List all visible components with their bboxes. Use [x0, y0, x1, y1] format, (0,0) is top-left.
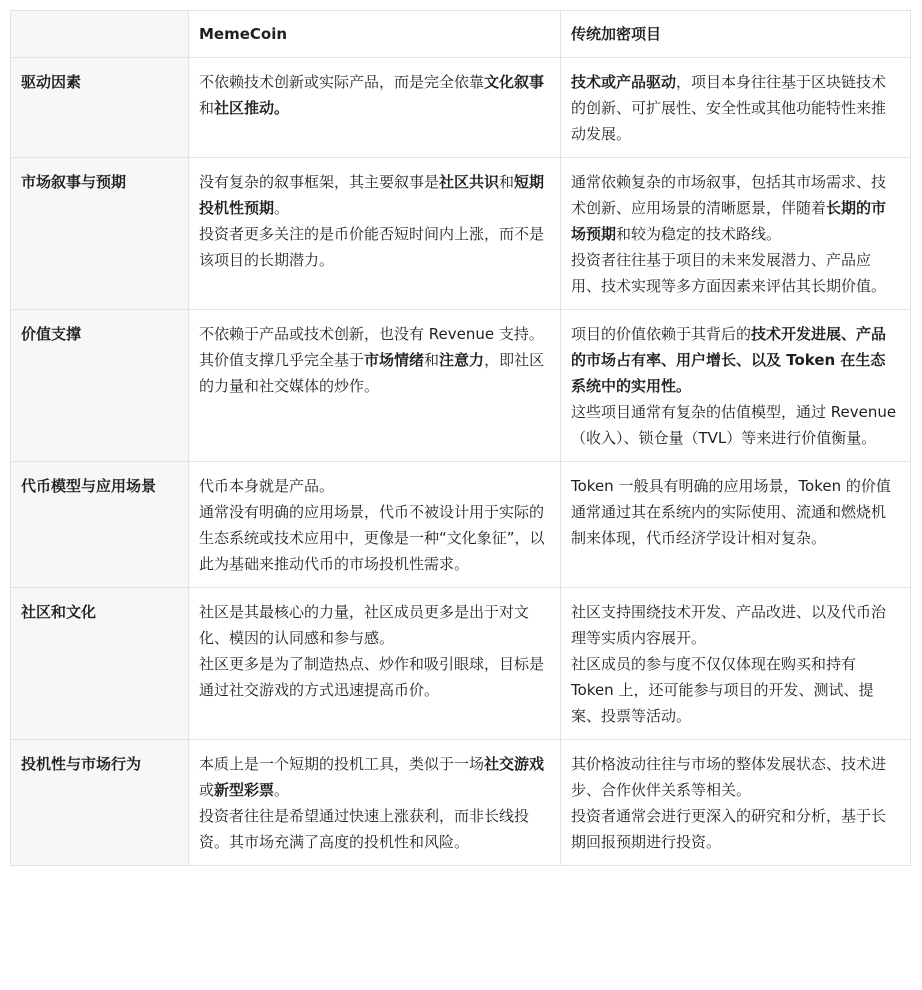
cell-paragraph: [199, 69, 550, 121]
text-span: 投资者通常会进行更深入的研究和分析，基于长期回报预期进行投资。: [571, 807, 887, 851]
bold-text: 市场情绪: [364, 351, 425, 369]
traditional-cell: [561, 58, 911, 157]
cell-paragraph: [571, 399, 900, 451]
bold-text: 新型彩票: [214, 781, 275, 799]
text-span: 项目的价值依赖于其背后的: [571, 325, 752, 343]
bold-text: 文化叙事: [484, 73, 545, 91]
cell-paragraph: [571, 803, 900, 855]
text-span: 社区更多是为了制造热点、炒作和吸引眼球，目标是通过社交游戏的方式迅速提高币价。: [199, 655, 545, 699]
cell-paragraph: [571, 473, 900, 551]
text-span: 投资者往往基于项目的未来发展潜力、产品应用、技术实现等多方面因素来评估其长期价值。: [571, 251, 887, 295]
text-span: 其价值支撑几乎完全基于: [199, 351, 365, 369]
header-row: [11, 11, 911, 58]
header-cell-empty: [11, 11, 189, 57]
text-span: 社区是其最核心的力量，社区成员更多是出于对文化、模因的认同感和参与感。: [199, 603, 530, 647]
cell-paragraph: [571, 247, 900, 299]
text-span: 和较为稳定的技术路线。: [616, 225, 782, 243]
memecoin-cell: [189, 310, 561, 461]
traditional-cell: [561, 740, 911, 865]
cell-paragraph: [199, 321, 550, 347]
header-cell-memecoin: MemeCoin: [189, 11, 561, 57]
cell-paragraph: [571, 651, 900, 729]
text-span: 不依赖技术创新或实际产品，而是完全依靠: [199, 73, 485, 91]
bold-text: 社区共识: [439, 173, 500, 191]
text-span: 代币本身就是产品。: [199, 477, 335, 495]
bold-text: 长期的市场预期: [571, 199, 887, 243]
row-label: 价值支撑: [11, 310, 189, 461]
memecoin-cell: [189, 158, 561, 309]
cell-paragraph: [199, 169, 550, 221]
table-row: [11, 740, 911, 866]
text-span: 通常依赖复杂的市场叙事，包括其市场需求、技术创新、应用场景的清晰愿景，伴随着: [571, 173, 887, 217]
table-row: [11, 58, 911, 158]
row-label: 驱动因素: [11, 58, 189, 157]
bold-text: 技术或产品驱动: [571, 73, 677, 91]
cell-paragraph: [571, 169, 900, 247]
bold-text: 技术开发进展、产品的市场占有率、用户增长、以及 Token 在生态系统中的实用性。: [571, 325, 887, 395]
text-span: 和: [199, 99, 215, 117]
cell-paragraph: [199, 651, 550, 703]
cell-paragraph: [199, 599, 550, 651]
row-label: 市场叙事与预期: [11, 158, 189, 309]
text-span: 和: [424, 351, 440, 369]
text-span: 投资者更多关注的是币价能否短时间内上涨，而不是该项目的长期潜力。: [199, 225, 545, 269]
row-label: 社区和文化: [11, 588, 189, 739]
cell-paragraph: [571, 321, 900, 399]
cell-paragraph: [199, 221, 550, 273]
text-span: 社区成员的参与度不仅仅体现在购买和持有 Token 上，还可能参与项目的开发、测试、提案、投票等活动。: [571, 655, 874, 725]
text-span: 这些项目通常有复杂的估值模型，通过 Revenue（收入）、锁仓量（TVL）等来进行价值衡量。: [571, 403, 897, 447]
cell-paragraph: [571, 751, 900, 803]
traditional-cell: [561, 588, 911, 739]
cell-paragraph: [199, 803, 550, 855]
text-span: ，项目本身往往基于区块链技术的创新、可扩展性、安全性或其他功能特性来推动发展。: [571, 73, 887, 143]
bold-text: 社区推动。: [214, 99, 290, 117]
row-label: 代币模型与应用场景: [11, 462, 189, 587]
bold-text: 社交游戏: [484, 755, 545, 773]
text-span: 。: [274, 199, 290, 217]
cell-paragraph: [571, 69, 900, 147]
traditional-cell: [561, 462, 911, 587]
table-row: [11, 462, 911, 588]
cell-paragraph: [571, 599, 900, 651]
text-span: 。: [274, 781, 290, 799]
memecoin-cell: [189, 58, 561, 157]
text-span: 不依赖于产品或技术创新，也没有 Revenue 支持。: [199, 325, 544, 343]
cell-paragraph: [199, 751, 550, 803]
table-row: [11, 310, 911, 462]
text-span: 或: [199, 781, 215, 799]
cell-paragraph: [199, 473, 550, 499]
table-row: [11, 158, 911, 310]
bold-text: 注意力: [439, 351, 485, 369]
memecoin-cell: [189, 588, 561, 739]
text-span: 没有复杂的叙事框架，其主要叙事是: [199, 173, 440, 191]
cell-paragraph: [199, 499, 550, 577]
table-row: [11, 588, 911, 740]
text-span: 投资者往往是希望通过快速上涨获利，而非长线投资。其市场充满了高度的投机性和风险。: [199, 807, 530, 851]
traditional-cell: [561, 158, 911, 309]
cell-paragraph: [199, 347, 550, 399]
text-span: Token 一般具有明确的应用场景，Token 的价值通常通过其在系统内的实际使用、流通和燃烧机制来体现，代币经济学设计相对复杂。: [571, 477, 891, 547]
comparison-table: [10, 10, 911, 866]
bold-text: 短期投机性预期: [199, 173, 545, 217]
header-cell-traditional: 传统加密项目: [561, 11, 911, 57]
memecoin-cell: [189, 462, 561, 587]
row-label: 投机性与市场行为: [11, 740, 189, 865]
text-span: ，即社区的力量和社交媒体的炒作。: [199, 351, 545, 395]
text-span: 社区支持围绕技术开发、产品改进、以及代币治理等实质内容展开。: [571, 603, 887, 647]
memecoin-cell: [189, 740, 561, 865]
traditional-cell: [561, 310, 911, 461]
text-span: 其价格波动往往与市场的整体发展状态、技术进步、合作伙伴关系等相关。: [571, 755, 887, 799]
text-span: 通常没有明确的应用场景，代币不被设计用于实际的生态系统或技术应用中，更像是一种“文化象征”，以此为基础来推动代币的市场投机性需求。: [199, 503, 545, 573]
text-span: 本质上是一个短期的投机工具，类似于一场: [199, 755, 485, 773]
text-span: 和: [499, 173, 515, 191]
